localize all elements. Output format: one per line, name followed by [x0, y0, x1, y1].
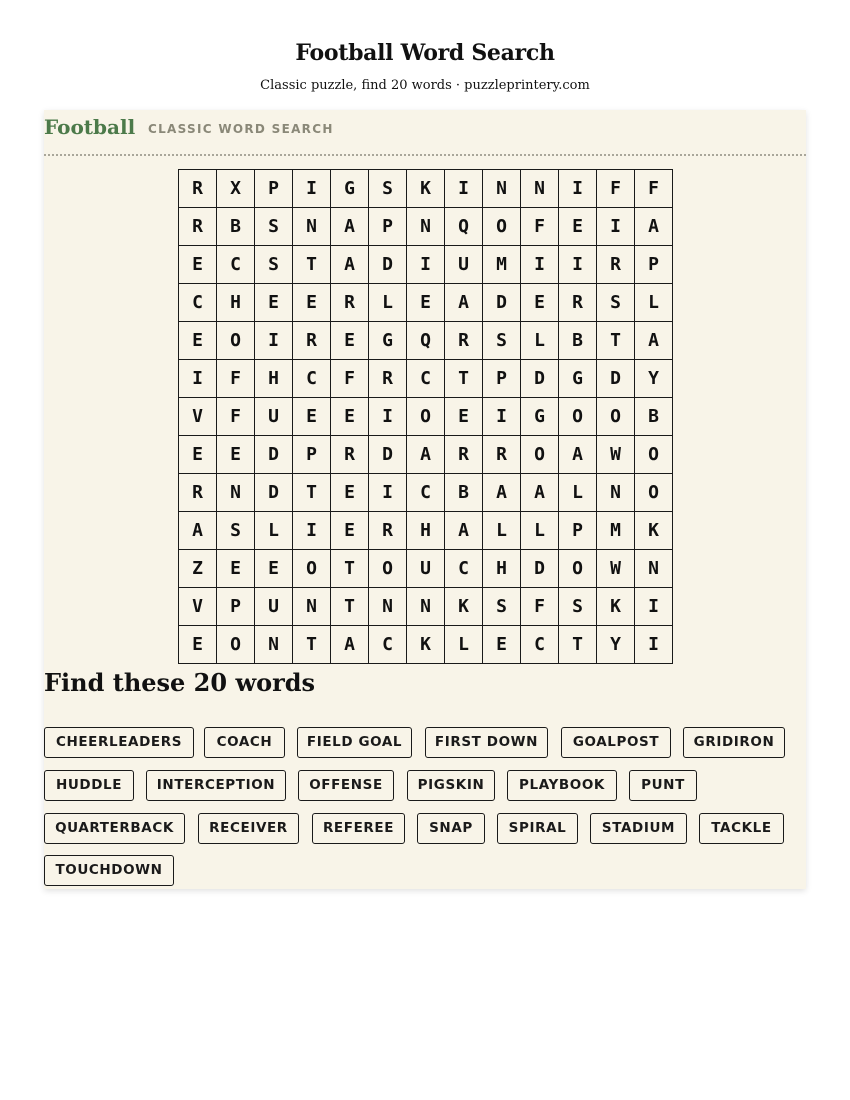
grid-cell[interactable]: P — [635, 246, 673, 284]
grid-cell[interactable]: K — [635, 512, 673, 550]
word-chip[interactable]: FIELD GOAL — [297, 727, 412, 758]
grid-cell[interactable]: I — [521, 246, 559, 284]
grid-row — [179, 588, 673, 626]
grid-cell[interactable]: I — [445, 170, 483, 208]
grid-cell[interactable]: V — [179, 398, 217, 436]
grid-cell[interactable]: F — [217, 398, 255, 436]
grid-cell[interactable]: O — [293, 550, 331, 588]
grid-cell[interactable]: K — [445, 588, 483, 626]
grid-cell[interactable]: T — [445, 360, 483, 398]
grid-cell[interactable]: D — [521, 360, 559, 398]
grid-cell[interactable]: W — [597, 550, 635, 588]
grid-cell[interactable]: F — [521, 588, 559, 626]
grid-cell[interactable]: E — [293, 284, 331, 322]
grid-cell[interactable]: H — [217, 284, 255, 322]
grid-cell[interactable]: B — [635, 398, 673, 436]
grid-cell[interactable]: P — [255, 170, 293, 208]
grid-cell[interactable]: L — [559, 474, 597, 512]
grid-cell[interactable]: W — [597, 436, 635, 474]
grid-row — [179, 436, 673, 474]
grid-row — [179, 246, 673, 284]
grid-cell[interactable]: R — [445, 436, 483, 474]
word-chip[interactable]: PIGSKIN — [407, 770, 495, 801]
grid-cell[interactable]: I — [483, 398, 521, 436]
grid-cell[interactable]: P — [369, 208, 407, 246]
grid-cell[interactable]: E — [217, 436, 255, 474]
grid-cell[interactable]: P — [483, 360, 521, 398]
grid-cell[interactable]: F — [521, 208, 559, 246]
grid-cell[interactable]: N — [635, 550, 673, 588]
grid-cell[interactable]: D — [521, 550, 559, 588]
grid-cell[interactable]: B — [559, 322, 597, 360]
word-chip[interactable]: PUNT — [629, 770, 697, 801]
grid-cell[interactable]: L — [483, 512, 521, 550]
grid-cell[interactable]: S — [483, 588, 521, 626]
word-chip[interactable]: CHEERLEADERS — [44, 727, 194, 758]
grid-cell[interactable]: T — [293, 474, 331, 512]
grid-cell[interactable]: D — [369, 436, 407, 474]
word-chip[interactable]: OFFENSE — [298, 770, 394, 801]
grid-cell[interactable]: G — [559, 360, 597, 398]
grid-cell[interactable]: Q — [407, 322, 445, 360]
grid-cell[interactable]: A — [445, 512, 483, 550]
grid-cell[interactable]: G — [369, 322, 407, 360]
word-chip[interactable]: TACKLE — [699, 813, 784, 844]
grid-cell[interactable]: D — [255, 436, 293, 474]
grid-cell[interactable]: A — [445, 284, 483, 322]
grid-cell[interactable]: E — [331, 512, 369, 550]
grid-cell[interactable]: I — [407, 246, 445, 284]
grid-cell[interactable]: I — [559, 170, 597, 208]
grid-cell[interactable]: E — [331, 322, 369, 360]
grid-cell[interactable]: T — [293, 626, 331, 664]
page-subtitle: Classic puzzle, find 20 words · puzzleprintery.com — [260, 78, 590, 93]
grid-cell[interactable]: I — [635, 626, 673, 664]
grid-cell[interactable]: R — [179, 208, 217, 246]
grid-cell[interactable]: A — [331, 626, 369, 664]
grid-cell[interactable]: R — [483, 436, 521, 474]
word-chip[interactable]: PLAYBOOK — [507, 770, 617, 801]
grid-cell[interactable]: F — [597, 170, 635, 208]
grid-cell[interactable]: E — [255, 550, 293, 588]
grid-cell[interactable]: E — [179, 436, 217, 474]
grid-cell[interactable]: K — [597, 588, 635, 626]
grid-cell[interactable]: K — [407, 626, 445, 664]
grid-row — [179, 208, 673, 246]
grid-cell[interactable]: E — [293, 398, 331, 436]
grid-cell[interactable]: I — [635, 588, 673, 626]
grid-cell[interactable]: E — [445, 398, 483, 436]
grid-cell[interactable]: E — [255, 284, 293, 322]
grid-cell[interactable]: V — [179, 588, 217, 626]
grid-row — [179, 550, 673, 588]
grid-cell[interactable]: T — [559, 626, 597, 664]
grid-cell[interactable]: C — [521, 626, 559, 664]
grid-cell[interactable]: O — [559, 398, 597, 436]
grid-cell[interactable]: H — [407, 512, 445, 550]
word-chip[interactable]: RECEIVER — [198, 813, 299, 844]
grid-cell[interactable]: O — [369, 550, 407, 588]
grid-row — [179, 398, 673, 436]
grid-cell[interactable]: E — [407, 284, 445, 322]
page-title: Football Word Search — [295, 40, 555, 66]
grid-cell[interactable]: D — [483, 284, 521, 322]
word-chip[interactable]: STADIUM — [590, 813, 687, 844]
grid-cell[interactable]: A — [559, 436, 597, 474]
grid-cell[interactable]: R — [559, 284, 597, 322]
grid-cell[interactable]: D — [369, 246, 407, 284]
grid-row — [179, 474, 673, 512]
grid-cell[interactable]: I — [179, 360, 217, 398]
grid-cell[interactable]: L — [521, 512, 559, 550]
grid-cell[interactable]: R — [369, 512, 407, 550]
grid-cell[interactable]: A — [179, 512, 217, 550]
grid-cell[interactable]: O — [217, 322, 255, 360]
grid-cell[interactable]: E — [521, 284, 559, 322]
grid-cell[interactable]: I — [559, 246, 597, 284]
grid-cell[interactable]: A — [483, 474, 521, 512]
grid-cell[interactable]: O — [635, 474, 673, 512]
grid-cell[interactable]: N — [407, 208, 445, 246]
grid-cell[interactable]: O — [407, 398, 445, 436]
word-list-heading: Find these 20 words — [44, 668, 316, 697]
grid-cell[interactable]: H — [255, 360, 293, 398]
grid-cell[interactable]: E — [179, 626, 217, 664]
grid-cell[interactable]: R — [293, 322, 331, 360]
grid-row — [179, 170, 673, 208]
puzzle-type-label: CLASSIC WORD SEARCH — [148, 122, 334, 136]
grid-cell[interactable]: C — [217, 246, 255, 284]
grid-cell[interactable]: C — [445, 550, 483, 588]
grid-cell[interactable]: O — [521, 436, 559, 474]
grid-cell[interactable]: N — [255, 626, 293, 664]
grid-cell[interactable]: N — [407, 588, 445, 626]
grid-cell[interactable]: S — [597, 284, 635, 322]
grid-cell[interactable]: P — [217, 588, 255, 626]
grid-cell[interactable]: D — [597, 360, 635, 398]
grid-cell[interactable]: A — [521, 474, 559, 512]
grid-row — [179, 512, 673, 550]
grid-cell[interactable]: X — [217, 170, 255, 208]
grid-cell[interactable]: Z — [179, 550, 217, 588]
grid-row — [179, 322, 673, 360]
grid-cell[interactable]: P — [559, 512, 597, 550]
grid-cell[interactable]: A — [331, 208, 369, 246]
word-chip[interactable]: QUARTERBACK — [44, 813, 185, 844]
grid-cell[interactable]: O — [597, 398, 635, 436]
grid-row — [179, 626, 673, 664]
grid-cell[interactable]: C — [407, 474, 445, 512]
grid-cell[interactable]: N — [293, 208, 331, 246]
grid-cell[interactable]: U — [255, 398, 293, 436]
grid-cell[interactable]: N — [217, 474, 255, 512]
grid-cell[interactable]: A — [331, 246, 369, 284]
word-chip[interactable]: SPIRAL — [497, 813, 578, 844]
grid-cell[interactable]: E — [483, 626, 521, 664]
grid-cell[interactable]: N — [483, 170, 521, 208]
grid-cell[interactable]: T — [331, 588, 369, 626]
grid-cell[interactable]: S — [255, 208, 293, 246]
grid-cell[interactable]: L — [445, 626, 483, 664]
grid-cell[interactable]: O — [483, 208, 521, 246]
grid-cell[interactable]: E — [179, 246, 217, 284]
grid-cell[interactable]: S — [559, 588, 597, 626]
grid-cell[interactable]: T — [331, 550, 369, 588]
grid-cell[interactable]: Y — [635, 360, 673, 398]
grid-cell[interactable]: E — [331, 474, 369, 512]
word-chip[interactable]: GRIDIRON — [683, 727, 785, 758]
grid-cell[interactable]: E — [331, 398, 369, 436]
grid-cell[interactable]: C — [179, 284, 217, 322]
grid-cell[interactable]: R — [331, 284, 369, 322]
grid-cell[interactable]: N — [521, 170, 559, 208]
grid-cell[interactable]: R — [179, 474, 217, 512]
grid-cell[interactable]: N — [293, 588, 331, 626]
grid-cell[interactable]: R — [331, 436, 369, 474]
letter-grid — [178, 169, 673, 664]
word-chip[interactable]: TOUCHDOWN — [44, 855, 174, 886]
grid-cell[interactable]: F — [217, 360, 255, 398]
grid-cell[interactable]: Y — [597, 626, 635, 664]
word-chip[interactable]: FIRST DOWN — [425, 727, 548, 758]
grid-cell[interactable]: O — [559, 550, 597, 588]
puzzle-theme-title: Football — [44, 115, 136, 139]
grid-cell[interactable]: M — [483, 246, 521, 284]
grid-cell[interactable]: L — [635, 284, 673, 322]
card-header — [44, 110, 806, 156]
grid-cell[interactable]: K — [407, 170, 445, 208]
grid-cell[interactable]: A — [635, 322, 673, 360]
grid-cell[interactable]: S — [255, 246, 293, 284]
grid-cell[interactable]: L — [255, 512, 293, 550]
word-chip[interactable]: REFEREE — [312, 813, 405, 844]
grid-cell[interactable]: P — [293, 436, 331, 474]
grid-cell[interactable]: O — [217, 626, 255, 664]
grid-cell[interactable]: N — [597, 474, 635, 512]
grid-cell[interactable]: L — [369, 284, 407, 322]
grid-cell[interactable]: D — [255, 474, 293, 512]
word-chip[interactable]: COACH — [204, 727, 285, 758]
grid-cell[interactable]: G — [521, 398, 559, 436]
grid-cell[interactable]: L — [521, 322, 559, 360]
grid-cell[interactable]: R — [369, 360, 407, 398]
grid-cell[interactable]: S — [217, 512, 255, 550]
word-chip[interactable]: SNAP — [417, 813, 485, 844]
grid-cell[interactable]: I — [597, 208, 635, 246]
grid-row — [179, 284, 673, 322]
word-chip[interactable]: INTERCEPTION — [146, 770, 286, 801]
grid-cell[interactable]: T — [597, 322, 635, 360]
grid-row — [179, 360, 673, 398]
grid-cell[interactable]: C — [369, 626, 407, 664]
grid-cell[interactable]: N — [369, 588, 407, 626]
grid-cell[interactable]: B — [445, 474, 483, 512]
grid-cell[interactable]: U — [255, 588, 293, 626]
grid-cell[interactable]: I — [293, 512, 331, 550]
grid-cell[interactable]: S — [483, 322, 521, 360]
grid-cell[interactable]: U — [445, 246, 483, 284]
word-chip[interactable]: GOALPOST — [561, 727, 671, 758]
grid-cell[interactable]: H — [483, 550, 521, 588]
grid-cell[interactable]: F — [635, 170, 673, 208]
grid-cell[interactable]: S — [369, 170, 407, 208]
grid-cell[interactable]: A — [635, 208, 673, 246]
grid-cell[interactable]: I — [255, 322, 293, 360]
puzzle-card — [44, 110, 806, 889]
grid-cell[interactable]: I — [369, 398, 407, 436]
grid-cell[interactable]: I — [369, 474, 407, 512]
grid-cell[interactable]: M — [597, 512, 635, 550]
grid-cell[interactable]: C — [407, 360, 445, 398]
grid-cell[interactable]: F — [331, 360, 369, 398]
grid-cell[interactable]: B — [217, 208, 255, 246]
grid-cell[interactable]: R — [179, 170, 217, 208]
word-chip[interactable]: HUDDLE — [44, 770, 134, 801]
grid-cell[interactable]: G — [331, 170, 369, 208]
grid-cell[interactable]: O — [635, 436, 673, 474]
grid-cell[interactable]: I — [293, 170, 331, 208]
grid-cell[interactable]: R — [597, 246, 635, 284]
grid-cell[interactable]: C — [293, 360, 331, 398]
grid-cell[interactable]: U — [407, 550, 445, 588]
grid-cell[interactable]: E — [559, 208, 597, 246]
grid-cell[interactable]: E — [179, 322, 217, 360]
grid-cell[interactable]: A — [407, 436, 445, 474]
grid-cell[interactable]: R — [445, 322, 483, 360]
grid-cell[interactable]: E — [217, 550, 255, 588]
grid-cell[interactable]: T — [293, 246, 331, 284]
grid-cell[interactable]: Q — [445, 208, 483, 246]
